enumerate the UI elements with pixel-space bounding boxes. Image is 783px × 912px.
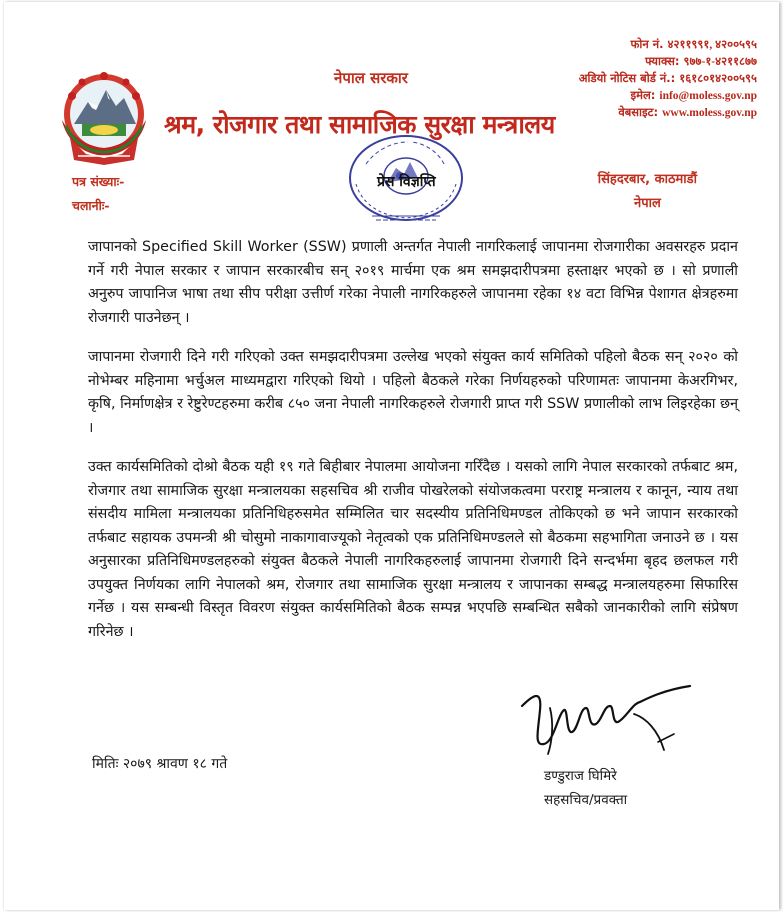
signer-title: सहसचिव/प्रवक्ता	[544, 792, 628, 808]
notice-title: प्रेस विज्ञप्ति	[377, 174, 436, 190]
reference-block	[72, 170, 124, 218]
ref-number-label: पत्र संख्याः-	[72, 174, 125, 189]
address-block	[598, 168, 697, 216]
fax-label: फ्याक्स:	[645, 54, 680, 68]
government-name: नेपाल सरकार	[334, 69, 408, 87]
signer-block	[544, 764, 627, 812]
signer-name: डण्डुराज घिमिरे	[544, 768, 617, 784]
paragraph-2: जापानमा रोजगारी दिने गरी गरिएको उक्त समझदारीपत्रमा उल्लेख भएको संयुक्त कार्य समितिको पहिलो बैठक सन् २०२० को नोभेम्बर महिनामा भर्चुअल माध्यमद्वारा गरिएको थियो । पहिलो बैठकले गरेका निर्णयहरुको परिणामतः जापानमा केअरगिभर, कृषि, निर्माणक्षेत्र र रेष्टुरेण्टहरुमा करीब ८५० जना नेपाली नागरिकहरुले रोजगारी प्राप्त गरी SSW प्रणालीको लाभ लिइरहेका छन् ।	[88, 349, 738, 436]
address-line-1: सिंहदरबार, काठमाडौं	[597, 172, 697, 187]
email-label: इमेल:	[630, 88, 656, 102]
website-label: वेबसाइट:	[618, 105, 659, 119]
signature-icon	[514, 684, 694, 762]
audio-notice-value: १६१८०१४२००५९५	[679, 73, 757, 85]
website-value: www.moless.gov.np	[662, 107, 757, 119]
release-body	[88, 236, 738, 660]
fax-value: ९७७-१-४२११८७७	[683, 56, 757, 68]
paragraph-1: जापानको Specified Skill Worker (SSW) प्रणाली अन्तर्गत नेपाली नागरिकलाई जापानमा रोजगारीका अवसरहरु प्रदान गर्ने गरी नेपाल सरकार र जापान सरकारबीच सन् २०१९ मार्चमा एक श्रम समझदारीपत्रमा हस्ताक्षर भएको छ । सो प्रणाली अनुरुप जापानिज भाषा तथा सीप परीक्षा उत्तीर्ण गरेका नेपाली नागरिकहरुले जापानमा रहेका १४ वटा विभिन्न पेशागत क्षेत्रहरुमा रोजगारी पाउनेछन् ।	[88, 239, 738, 326]
dispatch-label: चलानीः-	[72, 198, 110, 213]
contact-block	[579, 36, 757, 121]
paragraph-3: उक्त कार्यसमितिको दोश्रो बैठक यही १९ गते बिहीबार नेपालमा आयोजना गरिँदैछ । यसको लागि नेपाल सरकारको तर्फबाट श्रम, रोजगार तथा सामाजिक सुरक्षा मन्त्रालयका सहसचिव श्री राजीव पोखरेलको संयोजकत्वमा परराष्ट्र मन्त्रालय र कानून, न्याय तथा संसदीय मामिला मन्त्रालयका प्रतिनिधिहरुसमेत सम्मिलित चार सदस्यीय प्रतिनिधिमण्डल तोकिएको छ भने जापान सरकारको तर्फबाट सहायक उपमन्त्री श्री चोसुमो नाकागावाज्यूको नेतृत्वको एक प्रतिनिधिमण्डलले सो बैठकमा सहभागिता जनाउने छ । यस अनुसारका प्रतिनिधिमण्डलहरुको संयुक्त बैठकले नेपाली नागरिकहरुलाई जापानमा रोजगारी दिने सन्दर्भमा बृहद छलफल गरी उपयुक्त निर्णयका लागि नेपालको श्रम, रोजगार तथा सामाजिक सुरक्षा मन्त्रालय र जापानका सम्बद्ध मन्त्रालयहरुमा सिफारिस गर्नेछ । यस सम्बन्धी विस्तृत विवरण संयुक्त कार्यसमितिको बैठक सम्पन्न भएपछि सम्बन्धित सबैको जानकारीको लागि संप्रेषण गरिनेछ ।	[88, 459, 738, 640]
ministry-name: श्रम, रोजगार तथा सामाजिक सुरक्षा मन्त्रालय	[164, 110, 555, 139]
nepal-emblem-icon	[52, 68, 156, 166]
address-line-2: नेपाल	[634, 196, 661, 211]
issue-date: मितिः २०७९ श्रावण १८ गते	[92, 756, 228, 772]
email-value: info@moless.gov.np	[659, 90, 757, 102]
phone-label: फोन नं.	[630, 37, 664, 51]
phone-value: ४२११९९१, ४२००५९५	[667, 39, 757, 51]
audio-notice-label: अडियो नोटिस बोर्ड नं.:	[578, 71, 676, 85]
press-release-page	[4, 2, 779, 910]
